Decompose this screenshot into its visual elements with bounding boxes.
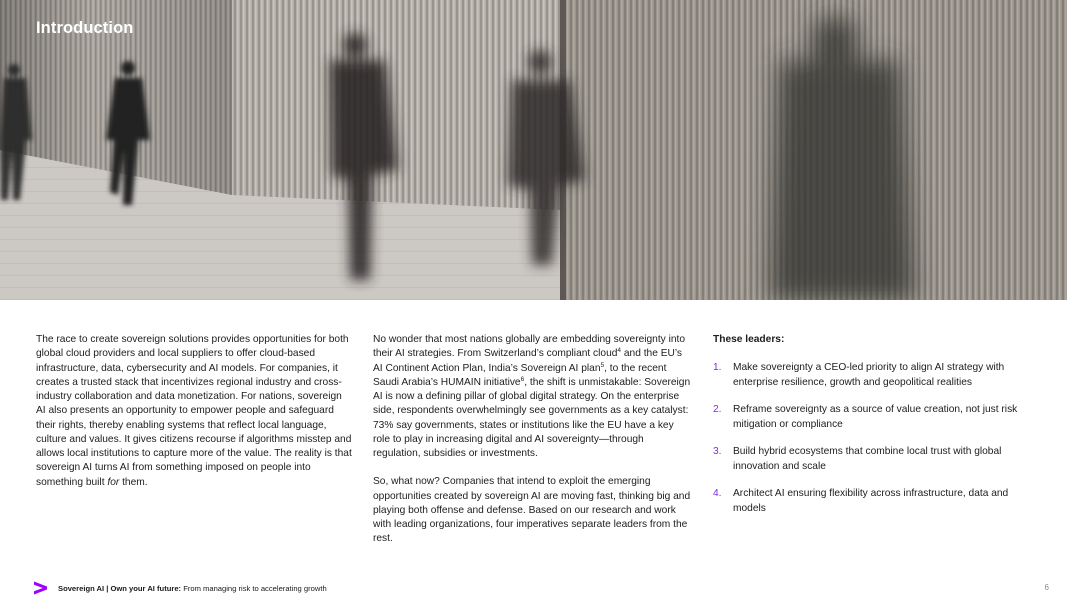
accenture-chevron-logo-icon [34, 580, 48, 596]
list-text: Build hybrid ecosystems that combine local trust with global innovation and scale [733, 446, 1002, 472]
emphasis-for: for [107, 476, 120, 488]
list-number: 2. [713, 404, 722, 416]
list-item [713, 487, 1033, 516]
list-number: 1. [713, 362, 722, 374]
list-text: Reframe sovereignty as a source of value creation, not just risk mitigation or compliance [733, 404, 1018, 430]
body-column-2 [373, 333, 691, 547]
footnote-ref-4[interactable]: 4 [617, 347, 622, 355]
section-title: Introduction [36, 19, 134, 37]
list-text: Make sovereignty a CEO-led priority to align AI strategy with enterprise resilience, growth and geopolitical realities [733, 362, 1005, 388]
footnote-ref-5[interactable]: 5 [600, 361, 605, 369]
paragraph-sovereign-solutions: The race to create sovereign solutions provides opportunities for both global cloud providers and local suppliers to offer cloud-based infrastructure, data, cybersecurity and AI models. For companies, it creates a trusted stack that incentivizes regional industry and cross-industry collaboration and data monetization. For nations, sovereign AI also presents an opportunity to empower people and safeguard their rights, thereby enabling systems that reflect local language, culture and values. It gives citizens recourse if algorithms misstep and allows local institutions to capture more of the value. The reality is that sovereign AI turns AI from something imposed on people into something built for them. [36, 334, 352, 488]
list-item [713, 361, 1033, 390]
body-column-1 [36, 333, 352, 490]
list-item [713, 403, 1033, 432]
list-number: 3. [713, 446, 722, 458]
list-text: Architect AI ensuring flexibility across infrastructure, data and models [733, 488, 1009, 514]
page-footer [34, 580, 327, 596]
imperatives-list [713, 361, 1033, 516]
page-number: 6 [1044, 583, 1049, 592]
footer-title: Sovereign AI | Own your AI future: From managing risk to accelerating growth [58, 583, 327, 593]
footnote-ref-6[interactable]: 6 [520, 375, 525, 383]
list-heading: These leaders: [713, 334, 785, 345]
body-column-3 [713, 333, 1033, 529]
paragraph-nations-strategies: No wonder that most nations globally are embedding sovereignty into their AI strategies. From Switzerland’s compliant cloud$^4$ and the EU’s AI Continent Action Plan, India’s Sovereign AI plan$^5$, to the recent Saudi Arabia’s HUMAIN initiative$^6$, the shift is unmistakable: Sovereign AI is now a defining pillar of global digital strategy. On the enterprise side, respondents overwhelmingly see governments as a key catalyst: 73% say governments, states or institutions like the EU have a key role to play in increasing digital and AI sovereignty—through regulation, subsidies or investments. [373, 334, 691, 459]
paragraph-so-what-now: So, what now? Companies that intend to exploit the emerging opportunities created by sovereign AI are moving fast, thinking big and playing both offense and defense. Based on our research and work with leading organizations, four imperatives separate leaders from the rest. [373, 476, 691, 545]
list-number: 4. [713, 488, 722, 500]
list-item [713, 445, 1033, 474]
